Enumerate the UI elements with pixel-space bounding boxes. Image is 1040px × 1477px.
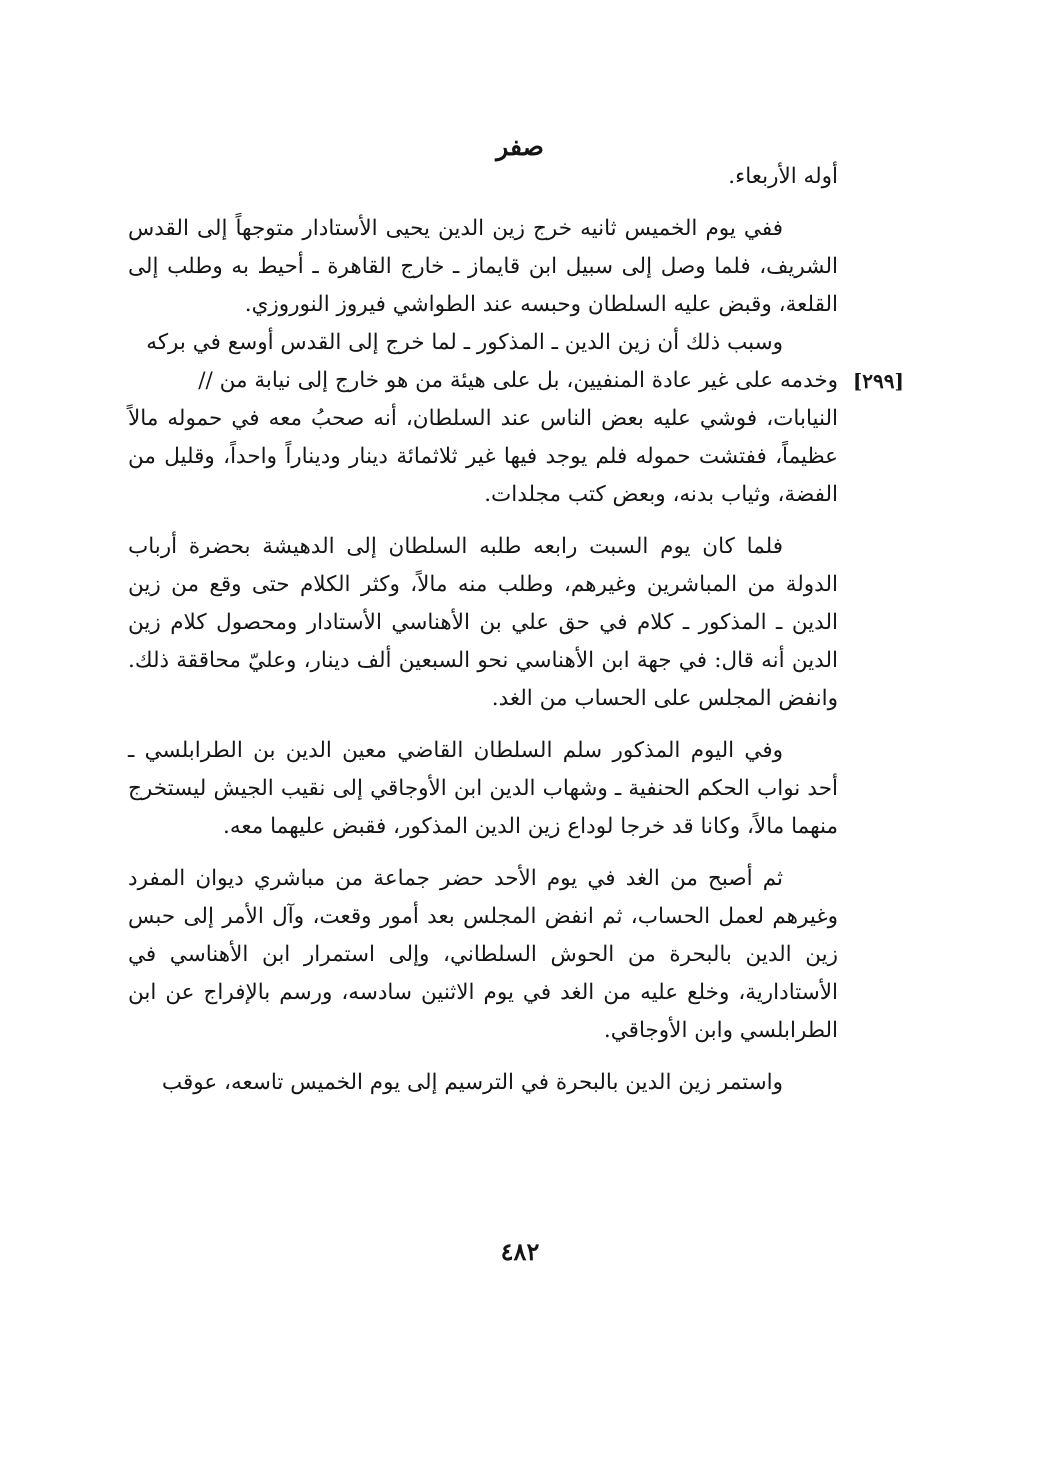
paragraph-3: وسبب ذلك أن زين الدين ـ المذكور ـ لما خرج إلى القدس أوسع في بركه xyxy=(146,330,783,355)
folio-marker: [٢٩٩] xyxy=(852,369,904,393)
paragraph-5: النيابات، فوشي عليه بعض الناس عند السلطان، أنه صحبُ معه في حموله مالاً عظيماً، ففتشت حموله فلم يوجد فيها غير ثلاثمائة دينار وديناراً واحداً، وقليل من الفضة، وثياب بدنه، وبعض كتب مجلدات. xyxy=(128,406,838,507)
paragraph-9: واستمر زين الدين بالبحرة في الترسيم إلى يوم الخميس تاسعه، عوقب xyxy=(161,1070,783,1095)
paragraph-2: ففي يوم الخميس ثانيه خرج زين الدين يحيى الأستادار متوجهاً إلى القدس الشريف، فلما وصل إلى سبيل ابن قايماز ـ خارج القاهرة ـ أحيط به وطلب إلى القلعة، وقبض عليه السلطان وحبسه عند الطواشي فيروز النوروزي. xyxy=(128,216,838,317)
paragraph-8: ثم أصبح من الغد في يوم الأحد حضر جماعة من مباشري ديوان المفرد وغيرهم لعمل الحساب، ثم انفض المجلس بعد أمور وقعت، وآل الأمر إلى حبس زين الدين بالبحرة من الحوش السلطاني، وإلى استمرار ابن الأهناسي في الأستادارية، وخلع عليه من الغد في يوم الاثنين سادسه، ورسم بالإفراج عن ابن الطرابلسي وابن الأوجاقي. xyxy=(128,866,838,1043)
paragraph-1: أوله الأربعاء. xyxy=(728,164,838,189)
page-number: ٤٨٢ xyxy=(500,1237,540,1266)
folio-line xyxy=(128,362,904,400)
paragraph-6: فلما كان يوم السبت رابعه طلبه السلطان إلى الدهيشة بحضرة أرباب الدولة من المباشرين وغيرهم، وطلب منه مالاً، وكثر الكلام حتى وقع من زين الدين ـ المذكور ـ كلام في حق علي بن الأهناسي الأستادار ومحصول كلام زين الدين أنه قال: في جهة ابن الأهناسي نحو السبعين ألف دينار، وعليّ محاققة ذلك. وانفض المجلس على الحساب من الغد. xyxy=(128,534,838,711)
page-body xyxy=(128,158,904,1102)
month-heading: صفر xyxy=(496,132,544,161)
paragraph-7: وفي اليوم المذكور سلم السلطان القاضي معين الدين بن الطرابلسي ـ أحد نواب الحكم الحنفية ـ وشهاب الدين ابن الأوجاقي إلى نقيب الجيش ليستخرج منهما مالاً، وكانا قد خرجا لوداع زين الدين المذكور، فقبض عليهما معه. xyxy=(128,738,838,839)
paragraph-4: وخدمه على غير عادة المنفيين، بل على هيئة من هو خارج إلى نيابة من // xyxy=(198,368,838,393)
